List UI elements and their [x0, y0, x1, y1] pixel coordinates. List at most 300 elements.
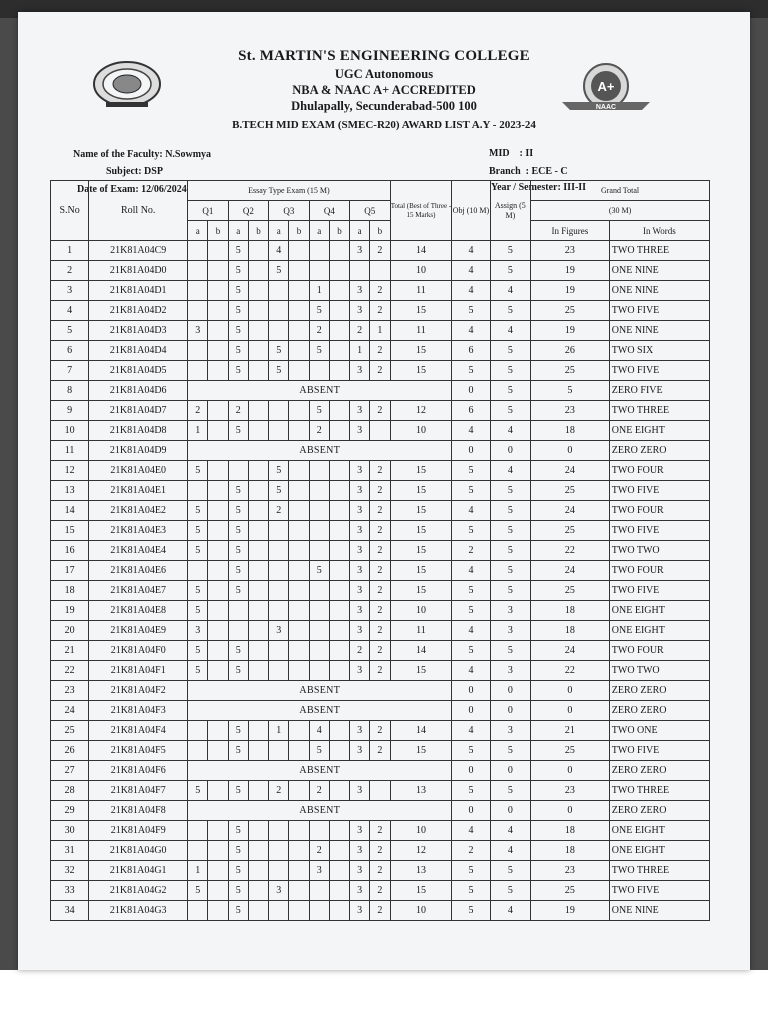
sno-cell: 29	[51, 801, 89, 821]
words-cell: ONE EIGHT	[609, 601, 709, 621]
mark-cell: 3	[350, 781, 370, 801]
roll-cell: 21K81A04G0	[89, 841, 188, 861]
mark-cell	[289, 241, 309, 261]
mark-cell	[370, 421, 390, 441]
obj-cell: 2	[452, 841, 490, 861]
sno-cell: 24	[51, 701, 89, 721]
mark-cell	[309, 661, 329, 681]
subject: Subject: DSP	[106, 166, 163, 177]
mark-cell	[208, 421, 228, 441]
mark-cell	[289, 481, 309, 501]
col-thirty: (30 M)	[531, 201, 710, 221]
mark-cell	[269, 641, 289, 661]
figures-cell: 22	[531, 541, 610, 561]
col-total	[390, 181, 452, 241]
mark-cell: 2	[370, 821, 390, 841]
sno-cell: 12	[51, 461, 89, 481]
mark-cell: 2	[370, 621, 390, 641]
mark-cell	[208, 861, 228, 881]
mark-cell	[208, 321, 228, 341]
figures-cell: 19	[531, 901, 610, 921]
words-cell: ONE EIGHT	[609, 821, 709, 841]
mark-cell	[188, 821, 208, 841]
mark-cell	[248, 361, 268, 381]
mark-cell	[289, 321, 309, 341]
sno-cell: 6	[51, 341, 89, 361]
mark-cell	[248, 581, 268, 601]
mark-cell	[208, 641, 228, 661]
roll-cell: 21K81A04F2	[89, 681, 188, 701]
mark-cell	[309, 821, 329, 841]
mark-cell	[248, 461, 268, 481]
mark-cell: 3	[188, 321, 208, 341]
mark-cell	[188, 721, 208, 741]
obj-cell: 5	[452, 641, 490, 661]
assign-cell: 4	[490, 281, 530, 301]
total-cell: 14	[390, 721, 452, 741]
assign-cell: 0	[490, 801, 530, 821]
assign-cell: 5	[490, 501, 530, 521]
mark-cell	[269, 421, 289, 441]
roll-cell: 21K81A04F5	[89, 741, 188, 761]
mark-cell	[289, 301, 309, 321]
roll-cell: 21K81A04F0	[89, 641, 188, 661]
obj-cell: 0	[452, 441, 490, 461]
sno-cell: 14	[51, 501, 89, 521]
obj-cell: 5	[452, 521, 490, 541]
table-row	[51, 901, 710, 921]
mark-cell	[269, 561, 289, 581]
mark-cell: 2	[370, 741, 390, 761]
assign-cell: 5	[490, 741, 530, 761]
words-cell: TWO FOUR	[609, 641, 709, 661]
words-cell: ZERO ZERO	[609, 441, 709, 461]
assign-cell: 3	[490, 621, 530, 641]
mark-cell	[248, 621, 268, 641]
mark-cell	[289, 621, 309, 641]
total-cell: 10	[390, 261, 452, 281]
mark-cell	[269, 861, 289, 881]
mark-cell	[329, 781, 349, 801]
mark-cell: 3	[350, 621, 370, 641]
mark-cell: 3	[350, 821, 370, 841]
figures-cell: 24	[531, 641, 610, 661]
mark-cell: 1	[350, 341, 370, 361]
mark-cell	[309, 501, 329, 521]
figures-cell: 23	[531, 401, 610, 421]
table-row	[51, 401, 710, 421]
mark-cell	[329, 881, 349, 901]
table-row	[51, 621, 710, 641]
mark-cell	[248, 541, 268, 561]
mark-cell: 4	[309, 721, 329, 741]
total-cell: 15	[390, 541, 452, 561]
mark-cell: 2	[370, 281, 390, 301]
mark-cell: 5	[269, 361, 289, 381]
roll-cell: 21K81A04F6	[89, 761, 188, 781]
mark-cell: 3	[350, 301, 370, 321]
figures-cell: 18	[531, 601, 610, 621]
mark-cell: 3	[350, 901, 370, 921]
mark-cell	[329, 481, 349, 501]
col-q2: Q2	[228, 201, 268, 221]
mark-cell	[208, 461, 228, 481]
roll-cell: 21K81A04D0	[89, 261, 188, 281]
mark-cell	[208, 781, 228, 801]
mark-cell	[248, 341, 268, 361]
mark-cell	[269, 401, 289, 421]
words-cell: TWO TWO	[609, 661, 709, 681]
table-row	[51, 421, 710, 441]
words-cell: TWO THREE	[609, 781, 709, 801]
col-q5a: a	[350, 221, 370, 241]
obj-cell: 5	[452, 741, 490, 761]
mark-cell: 2	[188, 401, 208, 421]
mark-cell	[329, 821, 349, 841]
mark-cell	[289, 781, 309, 801]
table-row	[51, 441, 710, 461]
roll-cell: 21K81A04E8	[89, 601, 188, 621]
words-cell: TWO FOUR	[609, 461, 709, 481]
obj-cell: 4	[452, 621, 490, 641]
obj-cell: 5	[452, 361, 490, 381]
mark-cell: 2	[269, 781, 289, 801]
roll-cell: 21K81A04E1	[89, 481, 188, 501]
mark-cell: 5	[228, 881, 248, 901]
mark-cell: 5	[309, 301, 329, 321]
assign-cell: 4	[490, 321, 530, 341]
mark-cell	[248, 421, 268, 441]
mark-cell	[309, 261, 329, 281]
mark-cell: 5	[188, 661, 208, 681]
obj-cell: 5	[452, 461, 490, 481]
table-row	[51, 361, 710, 381]
figures-cell: 25	[531, 301, 610, 321]
college-header	[180, 46, 588, 114]
mark-cell	[248, 821, 268, 841]
obj-cell: 5	[452, 881, 490, 901]
total-cell: 15	[390, 881, 452, 901]
figures-cell: 0	[531, 681, 610, 701]
mark-cell	[329, 281, 349, 301]
col-q2a: a	[228, 221, 248, 241]
mark-cell	[289, 561, 309, 581]
mark-cell: 2	[370, 901, 390, 921]
mark-cell: 5	[228, 741, 248, 761]
mark-cell	[309, 361, 329, 381]
mark-cell: 2	[370, 301, 390, 321]
obj-cell: 4	[452, 561, 490, 581]
words-cell: TWO FIVE	[609, 581, 709, 601]
table-row	[51, 761, 710, 781]
mark-cell	[309, 241, 329, 261]
obj-cell: 5	[452, 301, 490, 321]
obj-cell: 4	[452, 241, 490, 261]
words-cell: ZERO FIVE	[609, 381, 709, 401]
mark-cell	[289, 601, 309, 621]
mark-cell: 2	[370, 881, 390, 901]
mark-cell: 3	[350, 481, 370, 501]
mark-cell: 3	[350, 881, 370, 901]
branch: Branch : ECE - C	[489, 166, 568, 177]
mark-cell	[228, 601, 248, 621]
roll-cell: 21K81A04E2	[89, 501, 188, 521]
mark-cell	[269, 601, 289, 621]
table-row	[51, 281, 710, 301]
total-cell: 11	[390, 621, 452, 641]
mark-cell	[289, 501, 309, 521]
mark-cell	[208, 341, 228, 361]
mark-cell: 5	[269, 481, 289, 501]
mark-cell	[329, 401, 349, 421]
mark-cell	[188, 481, 208, 501]
words-cell: ZERO ZERO	[609, 801, 709, 821]
mark-cell: 5	[228, 361, 248, 381]
mark-cell	[269, 901, 289, 921]
figures-cell: 23	[531, 861, 610, 881]
table-row	[51, 561, 710, 581]
mark-cell	[329, 741, 349, 761]
total-cell: 13	[390, 861, 452, 881]
figures-cell: 18	[531, 821, 610, 841]
mark-cell	[188, 281, 208, 301]
mark-cell	[269, 581, 289, 601]
college-logo-icon	[92, 58, 162, 110]
mark-cell: 2	[370, 481, 390, 501]
obj-cell: 5	[452, 861, 490, 881]
total-cell: 15	[390, 501, 452, 521]
mark-cell: 2	[309, 841, 329, 861]
words-cell: ONE NINE	[609, 281, 709, 301]
sno-cell: 9	[51, 401, 89, 421]
roll-cell: 21K81A04D5	[89, 361, 188, 381]
table-row	[51, 301, 710, 321]
roll-cell: 21K81A04D9	[89, 441, 188, 461]
words-cell: TWO FOUR	[609, 501, 709, 521]
sno-cell: 26	[51, 741, 89, 761]
total-cell: 15	[390, 461, 452, 481]
total-cell: 15	[390, 301, 452, 321]
assign-cell: 5	[490, 641, 530, 661]
mark-cell	[370, 781, 390, 801]
col-q3b: b	[289, 221, 309, 241]
assign-cell: 0	[490, 681, 530, 701]
col-essay: Essay Type Exam (15 M)	[188, 181, 390, 201]
mark-cell	[289, 721, 309, 741]
total-cell: 15	[390, 581, 452, 601]
mark-cell	[188, 301, 208, 321]
mark-cell	[269, 661, 289, 681]
mark-cell: 3	[188, 621, 208, 641]
mark-cell	[289, 861, 309, 881]
total-cell: 10	[390, 601, 452, 621]
total-cell: 14	[390, 641, 452, 661]
mark-cell: 3	[350, 501, 370, 521]
table-row	[51, 801, 710, 821]
mark-cell	[208, 621, 228, 641]
mark-cell: 3	[350, 581, 370, 601]
table-row	[51, 821, 710, 841]
table-row	[51, 321, 710, 341]
obj-cell: 5	[452, 481, 490, 501]
roll-cell: 21K81A04E4	[89, 541, 188, 561]
figures-cell: 24	[531, 561, 610, 581]
mark-cell: 2	[370, 461, 390, 481]
mark-cell	[309, 481, 329, 501]
mark-cell: 3	[350, 421, 370, 441]
mark-cell	[329, 341, 349, 361]
assign-cell: 5	[490, 781, 530, 801]
roll-cell: 21K81A04D7	[89, 401, 188, 421]
roll-cell: 21K81A04F8	[89, 801, 188, 821]
mark-cell	[208, 881, 228, 901]
mark-cell: 3	[350, 861, 370, 881]
words-cell: ONE NINE	[609, 321, 709, 341]
words-cell: TWO FIVE	[609, 741, 709, 761]
mark-cell: 2	[370, 661, 390, 681]
mark-cell: 2	[309, 421, 329, 441]
total-cell: 11	[390, 321, 452, 341]
mark-cell: 3	[309, 861, 329, 881]
assign-cell: 4	[490, 901, 530, 921]
mark-cell	[188, 841, 208, 861]
sno-cell: 8	[51, 381, 89, 401]
mark-cell: 5	[228, 421, 248, 441]
mark-cell	[208, 301, 228, 321]
words-cell: ZERO ZERO	[609, 681, 709, 701]
mark-cell	[309, 601, 329, 621]
obj-cell: 0	[452, 801, 490, 821]
mark-cell	[329, 241, 349, 261]
assign-cell: 4	[490, 841, 530, 861]
figures-cell: 24	[531, 501, 610, 521]
mark-cell	[289, 841, 309, 861]
mark-cell: 5	[228, 541, 248, 561]
sno-cell: 30	[51, 821, 89, 841]
mark-cell: 3	[350, 241, 370, 261]
figures-cell: 18	[531, 841, 610, 861]
mark-cell	[188, 901, 208, 921]
roll-cell: 21K81A04D8	[89, 421, 188, 441]
figures-cell: 18	[531, 421, 610, 441]
mark-cell	[248, 901, 268, 921]
mark-cell	[208, 721, 228, 741]
assign-cell: 0	[490, 441, 530, 461]
mark-cell: 3	[350, 721, 370, 741]
obj-cell: 0	[452, 381, 490, 401]
mark-cell	[329, 841, 349, 861]
mark-cell: 5	[228, 501, 248, 521]
mark-cell	[289, 401, 309, 421]
mark-cell: 5	[228, 321, 248, 341]
table-row	[51, 461, 710, 481]
mark-cell	[329, 861, 349, 881]
mark-cell	[309, 881, 329, 901]
mark-cell: 2	[370, 501, 390, 521]
obj-cell: 4	[452, 661, 490, 681]
faculty-name: Name of the Faculty: N.Sowmya	[73, 149, 212, 160]
col-total-label: Total (Best of Three - 15 Marks)	[390, 201, 452, 219]
words-cell: TWO FIVE	[609, 301, 709, 321]
col-roll: Roll No.	[89, 181, 188, 241]
assign-cell: 5	[490, 241, 530, 261]
obj-cell: 6	[452, 341, 490, 361]
mark-cell	[208, 661, 228, 681]
sno-cell: 19	[51, 601, 89, 621]
mark-cell: 1	[188, 421, 208, 441]
mark-cell: 2	[370, 861, 390, 881]
mark-cell: 3	[269, 621, 289, 641]
mark-cell	[248, 401, 268, 421]
words-cell: ONE NINE	[609, 261, 709, 281]
naac-grade: A+	[597, 79, 615, 94]
figures-cell: 19	[531, 261, 610, 281]
assign-cell: 5	[490, 561, 530, 581]
mark-cell	[208, 601, 228, 621]
mark-cell	[289, 581, 309, 601]
table-row	[51, 781, 710, 801]
mark-cell: 5	[269, 261, 289, 281]
figures-cell: 5	[531, 381, 610, 401]
mark-cell	[289, 661, 309, 681]
roll-cell: 21K81A04D4	[89, 341, 188, 361]
total-cell: 14	[390, 241, 452, 261]
mark-cell	[208, 741, 228, 761]
mark-cell: 1	[370, 321, 390, 341]
obj-cell: 4	[452, 261, 490, 281]
total-cell: 12	[390, 841, 452, 861]
mark-cell: 3	[350, 361, 370, 381]
figures-cell: 22	[531, 661, 610, 681]
words-cell: TWO FIVE	[609, 361, 709, 381]
words-cell: TWO FOUR	[609, 561, 709, 581]
obj-cell: 6	[452, 401, 490, 421]
figures-cell: 25	[531, 361, 610, 381]
words-cell: TWO FIVE	[609, 521, 709, 541]
words-cell: TWO ONE	[609, 721, 709, 741]
mark-cell	[350, 261, 370, 281]
assign-cell: 5	[490, 401, 530, 421]
mark-cell	[248, 661, 268, 681]
mark-cell	[309, 521, 329, 541]
figures-cell: 0	[531, 441, 610, 461]
col-assign-label: Assign (5 M)	[494, 200, 526, 220]
mark-cell	[329, 561, 349, 581]
mark-cell: 5	[188, 641, 208, 661]
total-cell: 10	[390, 821, 452, 841]
table-row	[51, 241, 710, 261]
words-cell: TWO FIVE	[609, 881, 709, 901]
roll-cell: 21K81A04G3	[89, 901, 188, 921]
mark-cell: 5	[228, 661, 248, 681]
mark-cell: 4	[269, 241, 289, 261]
table-row	[51, 261, 710, 281]
sno-cell: 3	[51, 281, 89, 301]
col-grand-total: Grand Total	[531, 181, 710, 201]
assign-cell: 5	[490, 881, 530, 901]
obj-cell: 0	[452, 761, 490, 781]
mark-cell: 1	[269, 721, 289, 741]
mark-cell: 2	[370, 241, 390, 261]
mark-cell: 5	[188, 781, 208, 801]
figures-cell: 0	[531, 761, 610, 781]
table-row	[51, 601, 710, 621]
assign-cell: 5	[490, 341, 530, 361]
assign-cell: 5	[490, 261, 530, 281]
total-cell: 15	[390, 341, 452, 361]
mark-cell	[188, 561, 208, 581]
mark-cell: 5	[228, 281, 248, 301]
